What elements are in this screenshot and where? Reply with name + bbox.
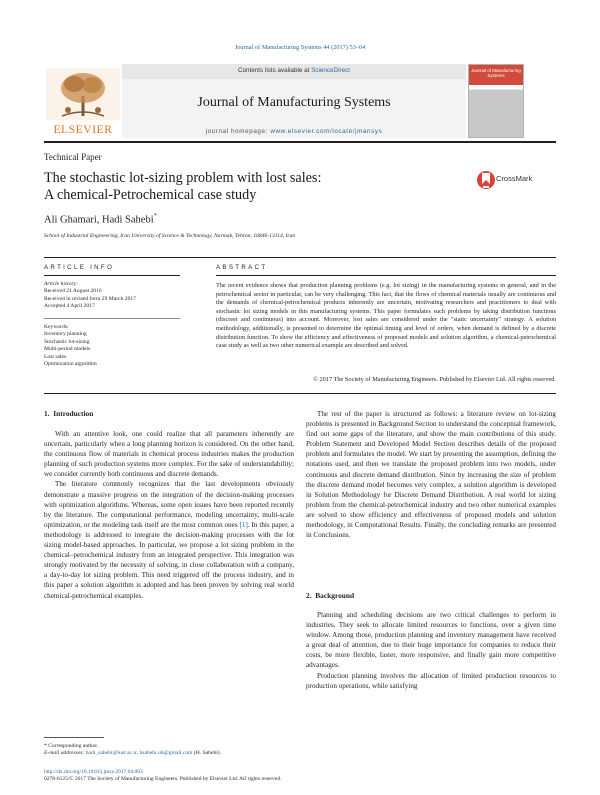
- intro-paragraph-2-start: The literature commonly recognizes that the last developments obviously demonstrate a massive progress on the integration of the decision-making processes with optimization algorithms. Whereas, some open issues have been reported recently by the literature. The computational performance, modeling uncertainty, multi-scale optimization, or the modeling task itself are the most common ones: [44, 480, 294, 529]
- author-affiliation: School of Industrial Engineering, Iran University of Science & Technology, Narmak, Tehran, 16846-13114, Iran: [44, 233, 296, 239]
- structure-paragraph: The rest of the paper is structured as follows: a literature review on lot-sizing problems is presented in Background Section to understand the conceptual framework, find out some gaps of the literature, and show the main contributions of this study. Problem Statement and Developed Model Section describes details of the proposed problem and formulates the model. We start by presenting the assumption, defining the notations used, and then we translate the proposed problem into two models, under continuous and discrete demand distribution. Since by increasing the size of problem the discrete demand model becomes very complex, a solution algorithm is developed in Solution Methodology for Discrete Demand Distribution. A real world lot sizing problem from the chemical-petrochemical industry and two other numerical examples are solved to show efficiency and effectiveness of proposed models and solution methodology, in Computational Results. Finally, the concluding remarks are presented in Conclusions.: [306, 410, 556, 540]
- abstract-bottom-rule: [44, 393, 556, 394]
- abstract-rule: [216, 275, 556, 276]
- intro-heading: [44, 409, 93, 418]
- email-link-2[interactable]: hsahebi.ub@gmail.com: [139, 750, 193, 757]
- citation-link[interactable]: [1]: [239, 520, 248, 529]
- intro-body: [44, 429, 294, 601]
- article-info-rule: [44, 275, 180, 276]
- intro-title: Introduction: [53, 409, 94, 418]
- background-heading: [306, 591, 354, 600]
- email-line: [44, 750, 304, 757]
- background-paragraph-1: Planning and scheduling decisions are two critical challenges to perform in industries. They seek to allocate limited resources to functions, over a given time window. Among those, production planning and inventory management have received a great deal of attention, due to their huge importance for companies to reduce their costs, be more flexible, faster, more responsive, and finally gain more competitive advantages.: [306, 611, 556, 670]
- intro-paragraph-2: [44, 479, 294, 600]
- email-link-1[interactable]: hadi_sahebi@iust.ac.ir: [85, 750, 137, 757]
- journal-title[interactable]: Journal of Manufacturing Systems: [197, 95, 391, 110]
- article-info-heading: ARTICLE INFO: [44, 264, 115, 271]
- corresponding-author-note: * Corresponding author.: [44, 743, 99, 749]
- history-received: Received 21 August 2016: [44, 288, 102, 295]
- abstract-copyright: © 2017 The Society of Manufacturing Engineers. Published by Elsevier Ltd. All rights reserved.: [313, 376, 556, 383]
- paper-type: Technical Paper: [44, 152, 102, 162]
- intro-paragraph-2-end: . In this paper, a methodology is addressed to integrate the decision-making processes with the lot sizing model-based approaches. In particular, we propose a lot sizing problem in the chemical–petrochemical industry from an integrated perspective. This integration was strongly motivated by the necessity of solving, in close collaboration with a company, a day-to-day lot sizing problem. This need triggered off the process industry, and in this paper a solution algorithm is adopted and has been proven by solving real world chemical-petrochemical examples.: [44, 520, 295, 600]
- journal-homepage-line: [122, 128, 466, 135]
- paper-title-line1: The stochastic lot-sizing problem with lost sales:: [44, 170, 322, 186]
- email-suffix: (H. Sahebi).: [193, 750, 222, 757]
- page-footer: [44, 769, 556, 784]
- email-label: E-mail addresses:: [44, 750, 85, 757]
- keyword-item: Optimization algorithm: [44, 361, 97, 368]
- corresponding-author-mark[interactable]: *: [153, 212, 158, 220]
- background-title: Background: [315, 591, 355, 600]
- homepage-prefix: journal homepage:: [205, 128, 268, 135]
- article-history: [44, 281, 180, 311]
- history-divider: [44, 318, 180, 319]
- keyword-item: Lost sales: [44, 353, 67, 360]
- right-column-body: [306, 409, 556, 540]
- intro-paragraph-1: With an attentive look, one could realize that all parameters inherently are uncertain, particularly when a long planning horizon is considered. On the other hand, the continuous flow of materials in chemical process industries makes the production planning of such production systems more complex. For the sake of understandability; we consider currently both continuous and discrete demands.: [44, 430, 294, 479]
- intro-number: 1.: [44, 409, 50, 418]
- author-names: Ali Ghamari, Hadi Sahebi: [44, 214, 154, 226]
- contents-available-line: [122, 67, 466, 74]
- homepage-link[interactable]: www.elsevier.com/locate/jmansys: [270, 128, 383, 135]
- email-separator: ,: [136, 750, 139, 757]
- abstract-text: The recent evidence shows that production planning problems (e.g. lot sizing) in the manufacturing systems in general, and in the petrochemical sector in particular, can be very challenging. This fact, that the flows of chemical materials usually are continuous and the demands of chemical-petrochemical products inherently are uncertain, motivating researchers and practitioners to deal with stochastic lot sizing models in this manufacturing systems. This paper formulates such problems by taking distribution functions (discreet and continuous) into account. Moreover, lost sales are considered under the "static uncertainty" strategy. A solution methodology, additionally, is presented to determine the optimal timing and level of orders, when demand is defined by a discrete distribution function. To show the efficiency and effectiveness of proposed models and solution algorithm, a chemical-petrochemical case study as well as two other numerical example are described and solved.: [216, 282, 556, 350]
- background-paragraph-2: Production planning involves the allocation of limited production resources to production operations, while satisfying: [306, 671, 556, 690]
- paper-title-line2: A chemical-Petrochemical case study: [44, 187, 257, 203]
- doi-link[interactable]: http://dx.doi.org/10.1016/j.jmsy.2017.04.003: [44, 769, 143, 775]
- issn-line: 0278-6125/© 2017 The Society of Manufacturing Engineers. Published by Elsevier Ltd. All rights reserved.: [44, 776, 282, 783]
- corresponding-author-footnote: [44, 743, 304, 757]
- history-revised: Received in revised form 29 March 2017: [44, 295, 136, 302]
- elsevier-wordmark[interactable]: ELSEVIER: [53, 124, 113, 136]
- contents-prefix: Contents lists available at: [237, 67, 310, 74]
- background-body: [306, 610, 556, 691]
- footnote-rule: [44, 737, 104, 738]
- crossmark-label[interactable]: CrossMark: [496, 174, 533, 183]
- sciencedirect-link[interactable]: ScienceDirect: [311, 67, 350, 74]
- journal-cover-title: Journal of Manufacturing Systems: [471, 68, 521, 78]
- keyword-item: Multi-period models: [44, 346, 91, 353]
- history-accepted: Accepted 4 April 2017: [44, 303, 95, 310]
- info-top-rule: [44, 257, 556, 258]
- keyword-item: Inventory planning: [44, 331, 87, 338]
- history-label: Article history:: [44, 281, 79, 287]
- keyword-item: Stochastic lot-sizing: [44, 338, 90, 345]
- keywords-label: Keywords:: [44, 324, 69, 330]
- abstract-heading: ABSTRACT: [216, 264, 268, 271]
- keywords: [44, 324, 180, 368]
- author-list: [44, 212, 157, 226]
- background-number: 2.: [306, 591, 312, 600]
- paper-title: [44, 170, 424, 204]
- journal-reference[interactable]: Journal of Manufacturing Systems 44 (2017) 53–64: [234, 44, 366, 51]
- header-divider: [44, 141, 556, 143]
